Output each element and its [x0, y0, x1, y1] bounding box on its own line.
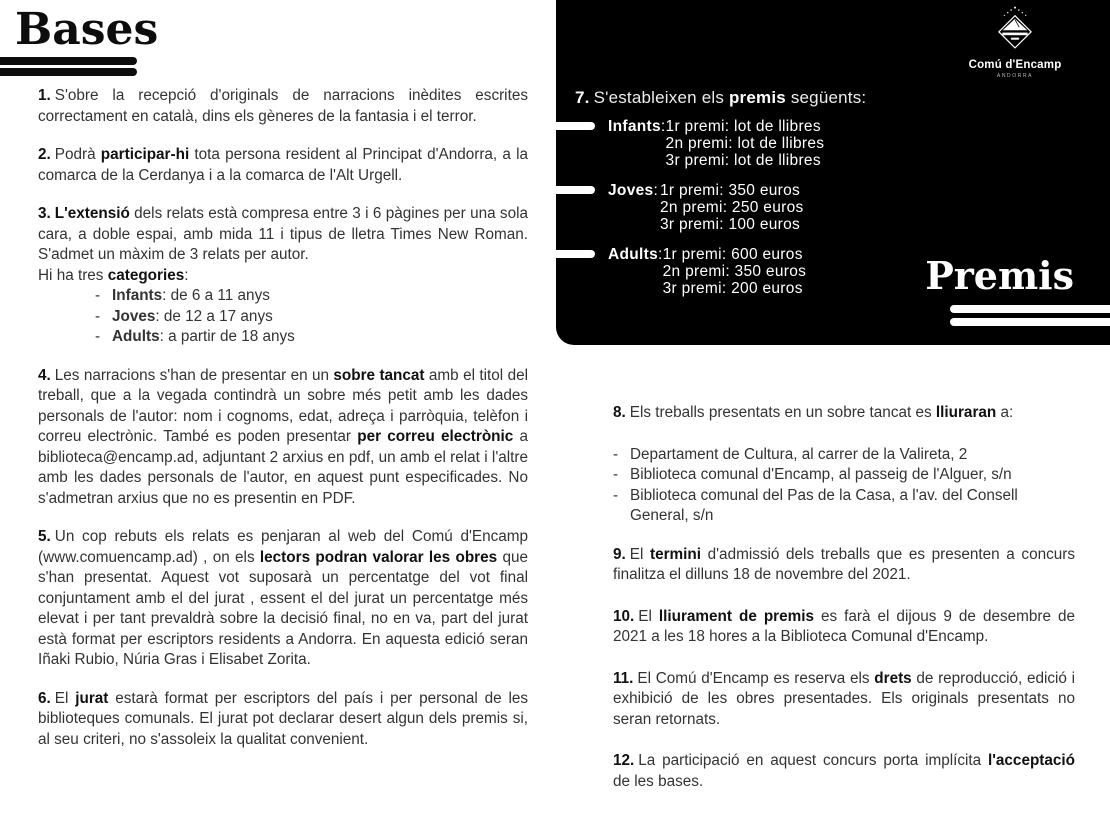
- paragraph-number: 8.: [613, 404, 626, 421]
- paragraph: 3. L'extensió dels relats està compresa entre 3 i 6 pàgines per una sola cara, a doble espai, amb mida 11 i tipus de lletra Times New Roman. S'admet un màxim de 3 relats per autor.: [38, 205, 528, 263]
- paragraph: 8. Els treballs presentats en un sobre tancat es lliuraran a:: [613, 404, 1014, 421]
- dash-bullet: -: [613, 466, 619, 483]
- paragraph: 4. Les narracions s'han de presentar en un sobre tancat amb el titol del treball, que a la vegada contindrà un sobre més petit amb les dades personals de l'autor: nom i cognoms, edat, adreça i parròquia, telèfon i correu electrònic. També es poden presentar per correu electrònic a biblioteca@encamp.ad, adjuntant 2 arxius en pdf, un amb el relat i l'altre amb les dades personals de l'autor, en aquest punt especificades. No s'admetran arxius que no es presentin en PDF.: [38, 366, 529, 507]
- prize-group: [556, 182, 804, 233]
- comu-encamp-crest-icon: [992, 4, 1038, 52]
- prize-group: [556, 246, 806, 297]
- paragraph: 1. S'obre la recepció d'originals de narracions inèdites escrites correctament en català, dins els gèneres de la fantasia i el terror.: [38, 87, 528, 125]
- dash-bullet: -: [613, 445, 619, 463]
- paragraph-number: 3.: [38, 205, 51, 222]
- paragraph-number: 9.: [613, 545, 626, 563]
- paragraph-number: 5.: [38, 528, 51, 545]
- prize-line: 2n premi: 350 euros: [662, 263, 807, 280]
- paragraph: 9. El termini d'admissió dels treballs que es presenten a concurs finalitza el dilluns 18 de novembre del 2021.: [613, 545, 1075, 583]
- paragraph: Hi ha tres categories:: [38, 266, 189, 284]
- prize-line: 3r premi: 200 euros: [662, 280, 803, 297]
- category-marker-bar: [556, 250, 595, 258]
- paragraph-number: 1.: [38, 87, 51, 104]
- list-item: - Infants: de 6 a 11 anys: [95, 286, 528, 307]
- paragraph: 11. El Comú d'Encamp es reserva els drets de reproducció, edició i exhibició de les obres presentades. Els originals presentats no seran retornats.: [613, 669, 1076, 728]
- paragraph-number: 11.: [613, 669, 634, 687]
- paragraph: 10. El lliurament de premis es farà el dijous 9 de desembre de 2021 a les 18 hores a la Biblioteca Comunal d'Encamp.: [613, 607, 1075, 645]
- paragraph: 5. Un cop rebuts els relats es penjaran al web del Comú d'Encamp (www.comuencamp.ad) , on els lectors podran valorar les obres que s'han presentat. Aquest vot suposarà un percentatge del vot final conjuntament amb el del jurat , essent el del jurat un percentatge més elevat i per tant prevaldrà sobre la decisió final, no en va, part del jurat està format per escriptors residents a Andorra. En aquesta edició seran Iñaki Rubio, Núria Gras i Elisabet Zorita.: [38, 528, 528, 668]
- bases-underline-bar: [0, 68, 137, 76]
- prize-line: 1r premi: 600 euros: [662, 246, 803, 263]
- category-marker-bar: [556, 122, 595, 130]
- prize-lines: [663, 246, 807, 297]
- prize-group: [556, 118, 824, 169]
- premis-panel: [556, 0, 1110, 345]
- category-marker-bar: [556, 186, 595, 194]
- left-column: [38, 86, 528, 768]
- paragraph: 2. Podrà participar-hi tota persona resident al Principat d'Andorra, a la comarca de la Cerdanya i a la comarca de l'Alt Urgell.: [38, 146, 528, 184]
- list-item: - Biblioteca comunal d'Encamp, al passeig de l'Alguer, s/n: [613, 465, 1075, 486]
- logo-name: Comú d'Encamp: [968, 59, 1062, 71]
- list-item: - Departament de Cultura, al carrer de la Valireta, 2: [613, 445, 1075, 466]
- paragraph: 12. La participació en aquest concurs porta implícita l'acceptació de les bases.: [613, 752, 1075, 790]
- prize-line: 3r premi: 100 euros: [660, 216, 801, 233]
- panel-intro-paragraph: 7. S'estableixen els premis següents:: [575, 88, 867, 107]
- dash-bullet: -: [95, 307, 101, 325]
- prize-lines: [660, 182, 804, 233]
- list-item: - Joves: de 12 a 17 anys: [95, 307, 528, 328]
- dash-bullet: -: [95, 328, 101, 345]
- paragraph-number: 12.: [613, 752, 635, 769]
- prize-line: 3r premi: lot de llibres: [665, 152, 821, 169]
- page-title-bases: Bases: [15, 4, 159, 55]
- paragraph-number: 10.: [613, 607, 635, 625]
- premis-underline-bar: [950, 305, 1110, 313]
- prize-category-label: Infants:: [608, 118, 666, 135]
- paragraph: 6. El jurat estarà format per escriptors del país i per personal de les biblioteques comunals. El jurat pot declarar desert algun dels premis si, al seu criteri, no s'assoleix la qualitat convenient.: [38, 689, 529, 748]
- paragraph-number: 2.: [38, 146, 51, 163]
- right-column: [613, 403, 1075, 813]
- logo-subtitle: ANDORRA: [996, 73, 1034, 79]
- bullet-list: [613, 445, 1075, 527]
- paragraph-number: 7.: [575, 88, 590, 107]
- premis-title: Premis: [925, 253, 1074, 298]
- list-item: - Adults: a partir de 18 anys: [95, 327, 528, 348]
- premis-underline-bar: [950, 318, 1110, 326]
- dash-bullet: -: [95, 287, 101, 304]
- paragraph-number: 4.: [38, 366, 51, 384]
- prize-category-label: Joves:: [608, 182, 659, 199]
- prize-line: 2n premi: lot de llibres: [665, 135, 825, 152]
- list-item: - Biblioteca comunal del Pas de la Casa, a l'av. del Consell General, s/n: [613, 486, 1075, 527]
- bullet-list: [95, 286, 528, 348]
- paragraph-number: 6.: [38, 689, 51, 707]
- prize-line: 2n premi: 250 euros: [660, 199, 804, 216]
- comu-encamp-logo: [955, 4, 1075, 79]
- dash-bullet: -: [613, 486, 619, 504]
- prize-line: 1r premi: lot de llibres: [665, 118, 821, 135]
- bases-underline-bar: [0, 57, 137, 65]
- prize-lines: [666, 118, 825, 169]
- prize-category-label: Adults:: [608, 246, 663, 263]
- prize-line: 1r premi: 350 euros: [660, 182, 801, 199]
